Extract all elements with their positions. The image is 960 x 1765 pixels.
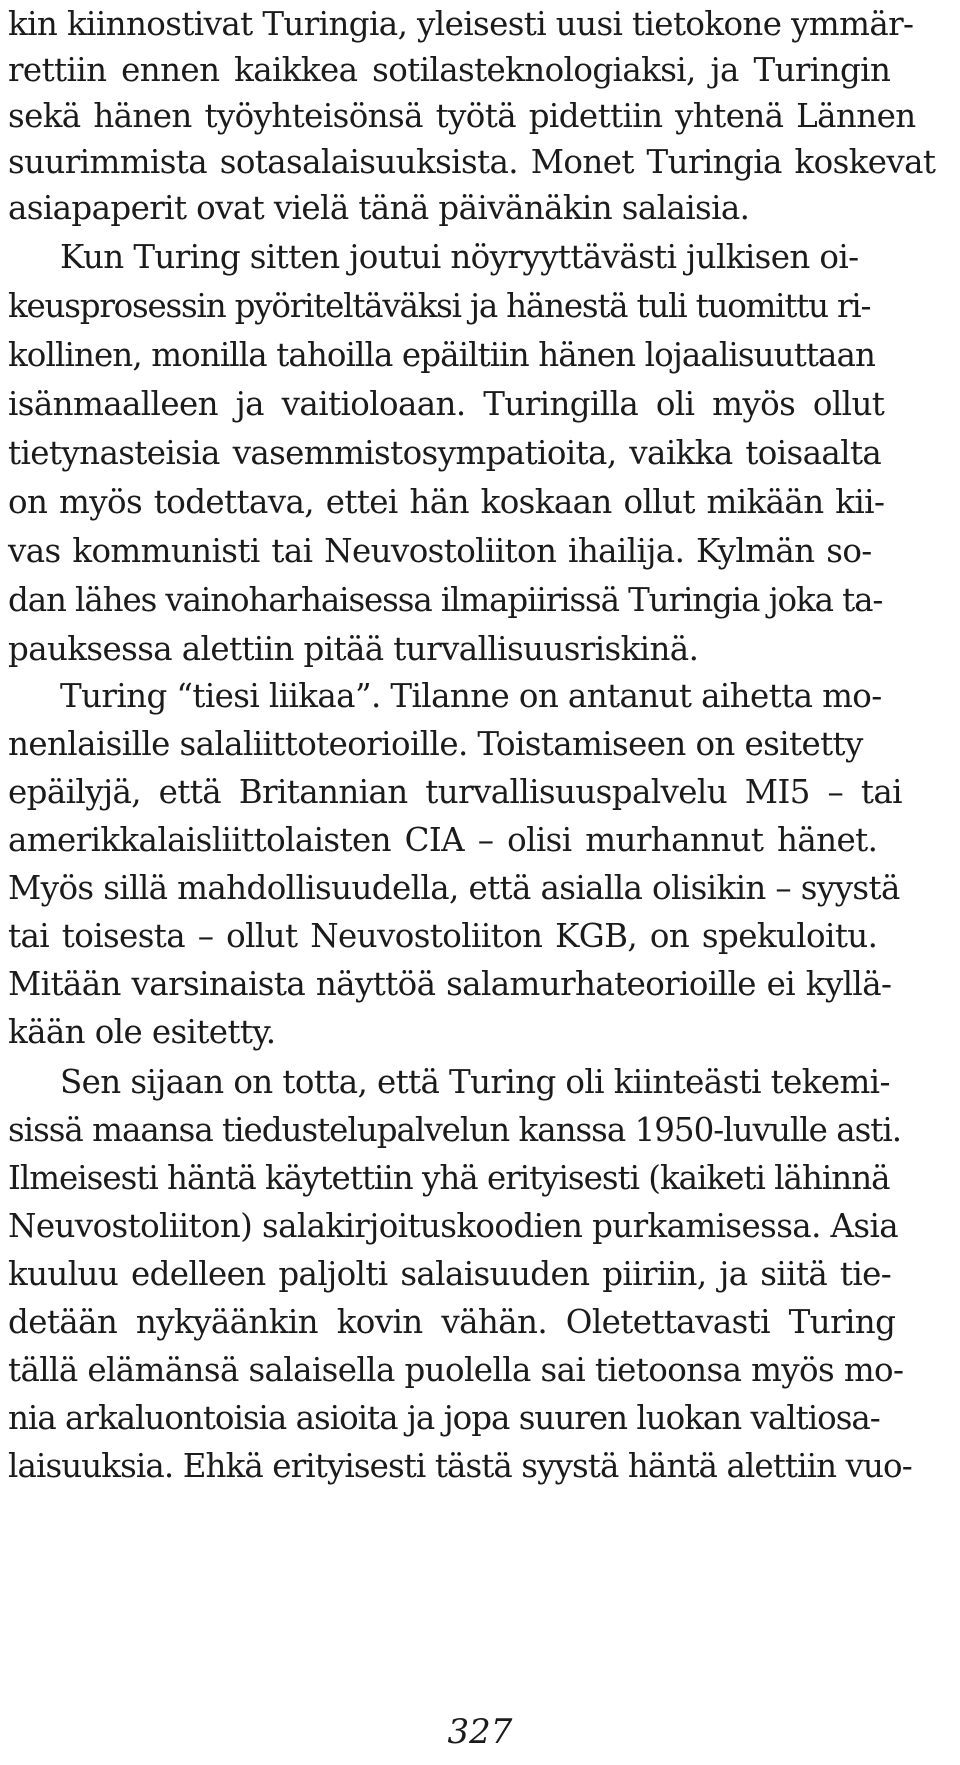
text-line: nia arkaluontoisia asioita ja jopa suuren luokan valtiosa-: [8, 1399, 880, 1437]
text-line: pauksessa alettiin pitää turvallisuusriskinä.: [8, 630, 699, 668]
text-line: Mitään varsinaista näyttöä salamurhateorioille ei kyllä-: [8, 965, 892, 1003]
text-line: on myös todettava, ettei hän koskaan ollut mikään kii-: [8, 483, 885, 521]
text-line: Kun Turing sitten joutui nöyryyttävästi julkisen oi-: [60, 238, 859, 276]
text-line: rettiin ennen kaikkea sotilasteknologiaksi, ja Turingin: [8, 51, 891, 89]
text-line: dan lähes vainoharhaisessa ilmapiirissä Turingia joka ta-: [8, 581, 883, 619]
text-line: sekä hänen työyhteisönsä työtä pidettiin yhtenä Lännen: [8, 97, 916, 135]
text-line: kään ole esitetty.: [8, 1013, 276, 1051]
text-line: tällä elämänsä salaisella puolella sai tietoonsa myös mo-: [8, 1351, 904, 1389]
text-line: asiapaperit ovat vielä tänä päivänäkin salaisia.: [8, 189, 750, 227]
text-line: nenlaisille salaliittoteorioille. Toistamiseen on esitetty: [8, 725, 863, 763]
text-line: sissä maansa tiedustelupalvelun kanssa 1950-luvulle asti.: [8, 1111, 902, 1149]
text-line: Neuvostoliiton) salakirjoituskoodien purkamisessa. Asia: [8, 1207, 899, 1245]
text-line: tai toisesta – ollut Neuvostoliiton KGB, on spekuloitu.: [8, 917, 878, 955]
text-line: kin kiinnostivat Turingia, yleisesti uusi tietokone ymmär-: [8, 5, 914, 43]
text-line: epäilyjä, että Britannian turvallisuuspalvelu MI5 – tai: [8, 773, 902, 811]
text-line: kuuluu edelleen paljolti salaisuuden piiriin, ja siitä tie-: [8, 1255, 892, 1293]
text-line: keusprosessin pyöriteltäväksi ja hänestä tuli tuomittu ri-: [8, 287, 871, 325]
text-line: suurimmista sotasalaisuuksista. Monet Turingia koskevat: [8, 143, 936, 181]
text-line: detään nykyäänkin kovin vähän. Oletettavasti Turing: [8, 1303, 896, 1341]
text-line: tietynasteisia vasemmistosympatioita, vaikka toisaalta: [8, 434, 882, 472]
text-line: Sen sijaan on totta, että Turing oli kiinteästi tekemi-: [60, 1063, 890, 1101]
text-line: vas kommunisti tai Neuvostoliiton ihailija. Kylmän so-: [8, 532, 872, 570]
page-number: 327: [447, 1712, 513, 1752]
text-line: Ilmeisesti häntä käytettiin yhä erityisesti (kaiketi lähinnä: [8, 1159, 890, 1197]
text-line: isänmaalleen ja vaitioloaan. Turingilla oli myös ollut: [8, 385, 885, 423]
text-line: Myös sillä mahdollisuudella, että asialla olisikin – syystä: [8, 869, 900, 907]
text-line: Turing “tiesi liikaa”. Tilanne on antanut aihetta mo-: [60, 677, 882, 715]
text-line: amerikkalaisliittolaisten CIA – olisi murhannut hänet.: [8, 821, 878, 859]
text-line: kollinen, monilla tahoilla epäiltiin hänen lojaalisuuttaan: [8, 336, 876, 374]
text-line: laisuuksia. Ehkä erityisesti tästä syystä häntä alettiin vuo-: [8, 1447, 912, 1485]
